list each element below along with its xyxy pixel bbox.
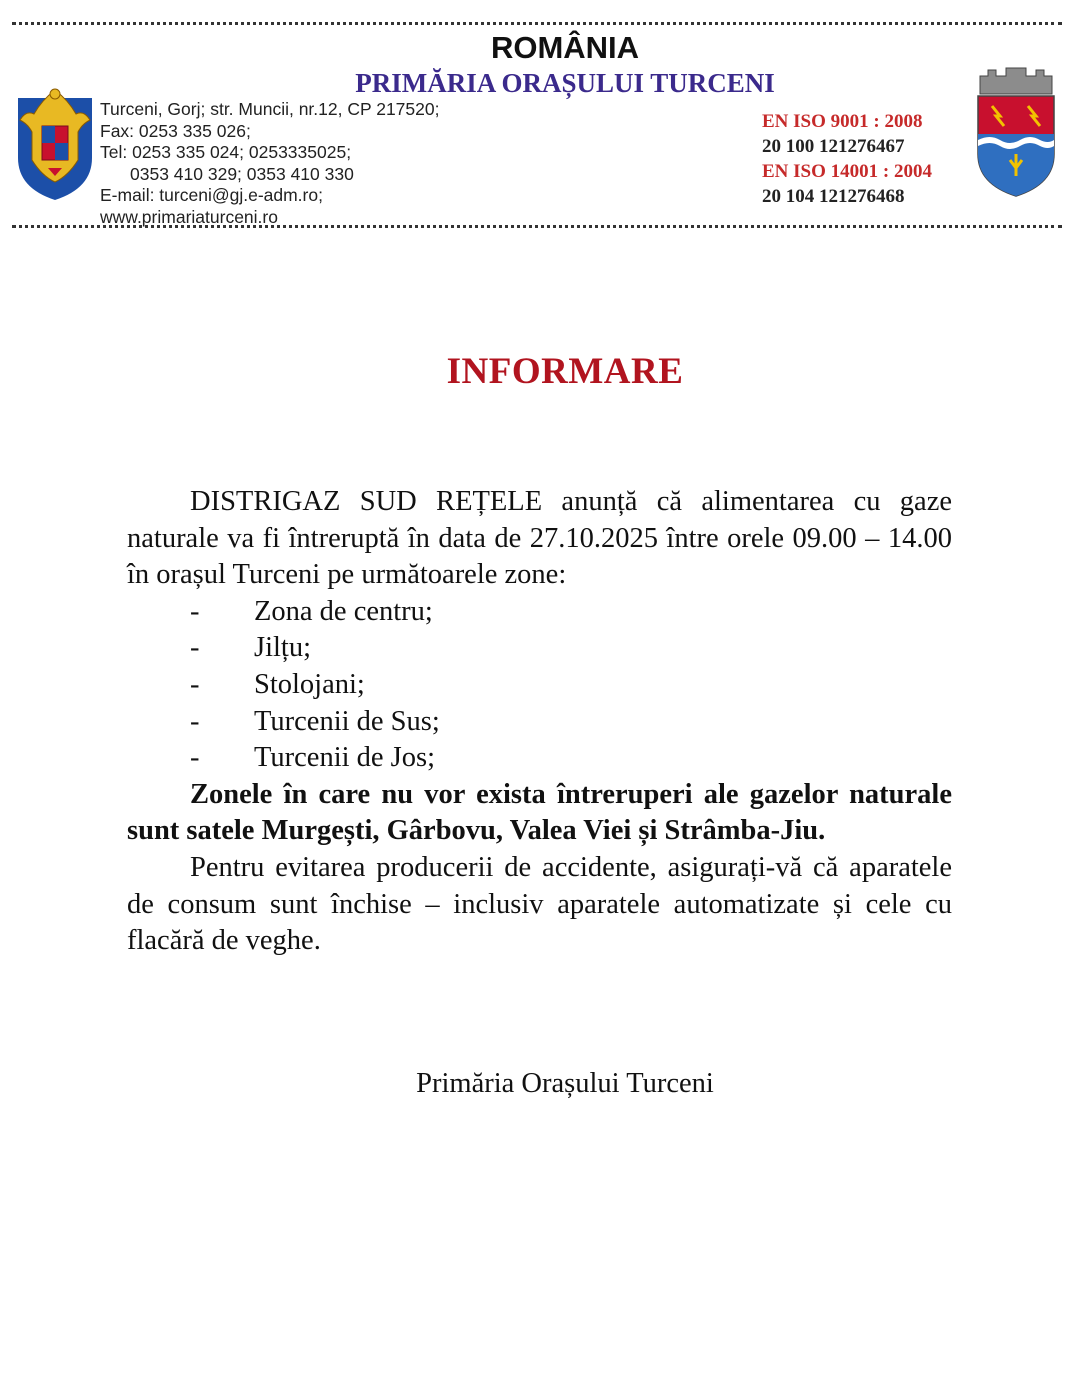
iso-14001-standard: EN ISO 14001 : 2004 (762, 161, 932, 182)
list-item (127, 667, 952, 704)
signature: Primăria Orașului Turceni (416, 1068, 714, 1099)
list-marker: - (190, 705, 200, 737)
contact-phone: Tel: 0253 335 024; 0253335025; (100, 142, 352, 162)
zone-label: Stolojani; (254, 668, 365, 700)
header-bottom-divider (12, 225, 1062, 228)
list-item (127, 704, 952, 741)
iso-14001-number: 20 104 121276468 (762, 186, 905, 207)
list-item (127, 740, 952, 777)
list-marker: - (190, 632, 200, 664)
list-marker: - (190, 742, 200, 774)
contact-email: E-mail: turceni@gj.e-adm.ro; (100, 185, 323, 205)
list-item (127, 594, 952, 631)
contact-fax: Fax: 0253 335 026; (100, 120, 251, 141)
document-body (127, 484, 952, 960)
institution-name: PRIMĂRIA ORAȘULUI TURCENI (355, 68, 775, 98)
safety-paragraph: Pentru evitarea producerii de accidente, asigurați-vă că aparatele de consum sunt închise – inclusiv aparatele automatizate și cele cu flacără de veghe. (127, 851, 952, 957)
contact-website: www.primariaturceni.ro (100, 206, 278, 227)
document-title: INFORMARE (446, 351, 684, 392)
zone-label: Zona de centru; (254, 595, 433, 627)
list-marker: - (190, 668, 200, 700)
exempt-zones-paragraph: Zonele în care nu vor exista întreruperi ale gazelor naturale sunt satele Murgești, Gârbovu, Valea Viei și Strâmba-Jiu. (127, 778, 952, 847)
iso-9001-number: 20 100 121276467 (762, 136, 905, 157)
contact-phone-extra: 0353 410 329; 0353 410 330 (130, 163, 354, 184)
header-top-divider (12, 22, 1062, 25)
list-item (127, 630, 952, 667)
iso-certifications (762, 109, 932, 209)
contact-address: Turceni, Gorj; str. Muncii, nr.12, CP 217520; (100, 99, 440, 119)
iso-9001-standard: EN ISO 9001 : 2008 (762, 111, 923, 132)
zone-label: Turcenii de Jos; (254, 742, 436, 774)
list-marker: - (190, 595, 200, 627)
contact-block (100, 99, 439, 228)
zone-label: Turcenii de Sus; (254, 705, 440, 737)
intro-paragraph: DISTRIGAZ SUD REȚELE anunță că alimentarea cu gaze naturale va fi întreruptă în data de 27.10.2025 între orele 09.00 – 14.00 în orașul Turceni pe următoarele zone: (127, 486, 952, 591)
affected-zones-list (127, 594, 952, 777)
zone-label: Jilțu; (254, 632, 312, 664)
country-heading: ROMÂNIA (490, 30, 640, 65)
turceni-coat-of-arms-icon (970, 64, 1062, 200)
